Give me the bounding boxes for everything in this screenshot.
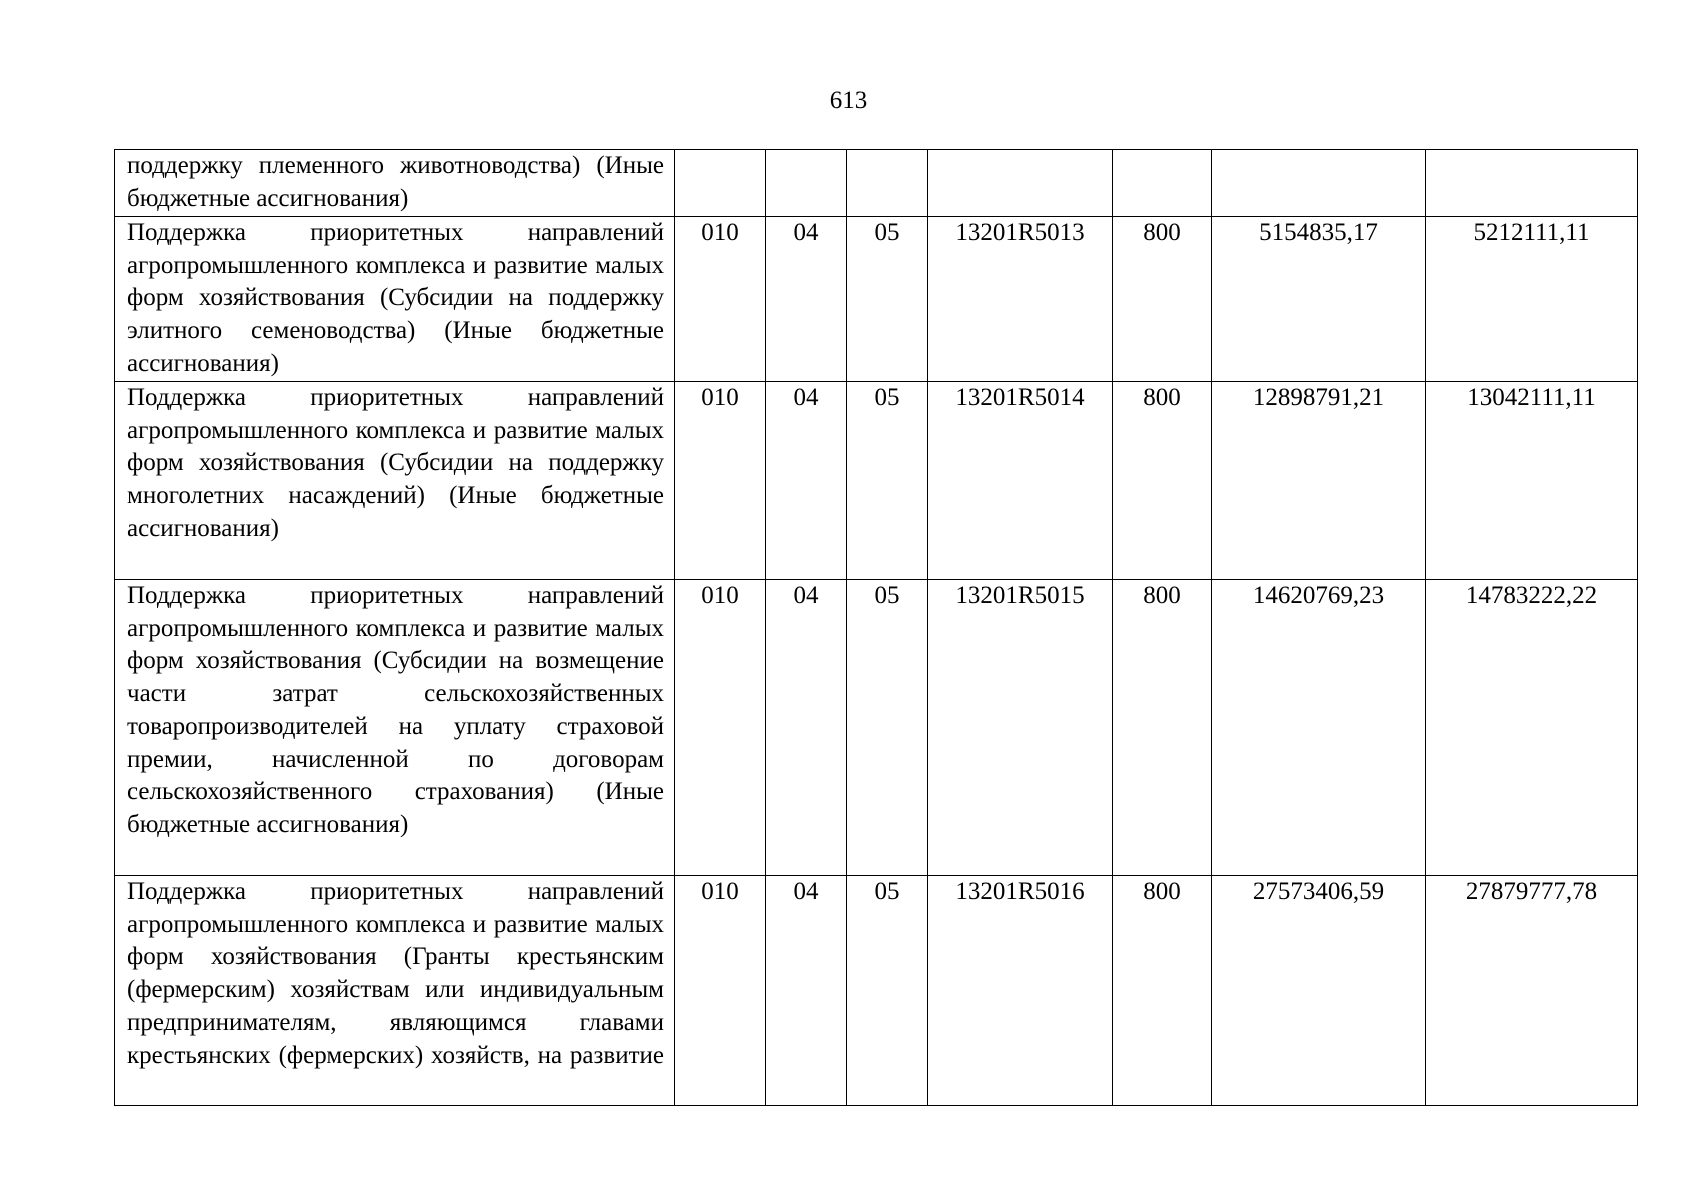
amount-year2-cell: 27879777,78 (1426, 876, 1638, 1106)
ministry-code-cell: 010 (675, 217, 766, 382)
ministry-code-cell: 010 (675, 876, 766, 1106)
subsection-code-cell (847, 150, 928, 217)
subsection-code-cell: 05 (847, 580, 928, 876)
target-article-cell: 13201R5013 (928, 217, 1113, 382)
table-row (115, 382, 1638, 580)
row-description: поддержку племенного животноводства) (Иные бюджетные ассигнования) (115, 150, 675, 217)
expense-type-cell: 800 (1113, 580, 1212, 876)
row-description: Поддержка приоритетных направлений агропромышленного комплекса и развитие малых форм хозяйствования (Субсидии на возмещение части затрат сельскохозяйственных товаропроизводителей на уплату страховой премии, начисленной по договорам сельскохозяйственного страхования) (Иные бюджетные ассигнования) (115, 580, 675, 876)
row-description: Поддержка приоритетных направлений агропромышленного комплекса и развитие малых форм хозяйствования (Субсидии на поддержку элитного семеноводства) (Иные бюджетные ассигнования) (115, 217, 675, 382)
amount-year1-cell: 27573406,59 (1212, 876, 1426, 1106)
table-row (115, 217, 1638, 382)
subsection-code-cell: 05 (847, 382, 928, 580)
subsection-code-cell: 05 (847, 217, 928, 382)
amount-year2-cell: 14783222,22 (1426, 580, 1638, 876)
row-description: Поддержка приоритетных направлений агропромышленного комплекса и развитие малых форм хозяйствования (Субсидии на поддержку многолетних насаждений) (Иные бюджетные ассигнования) (115, 382, 675, 580)
target-article-cell (928, 150, 1113, 217)
target-article-cell: 13201R5016 (928, 876, 1113, 1106)
target-article-cell: 13201R5014 (928, 382, 1113, 580)
subsection-code-cell: 05 (847, 876, 928, 1106)
row-description: Поддержка приоритетных направлений агропромышленного комплекса и развитие малых форм хозяйствования (Гранты крестьянским (фермерским) хозяйствам или индивидуальным предпринимателям, являющимся главами крестьянских (фермерских) хозяйств, на развитие (115, 876, 675, 1106)
amount-year2-cell: 5212111,11 (1426, 217, 1638, 382)
ministry-code-cell: 010 (675, 580, 766, 876)
expense-type-cell: 800 (1113, 382, 1212, 580)
expense-type-cell: 800 (1113, 876, 1212, 1106)
amount-year1-cell: 12898791,21 (1212, 382, 1426, 580)
amount-year1-cell: 5154835,17 (1212, 217, 1426, 382)
expense-type-cell: 800 (1113, 217, 1212, 382)
ministry-code-cell (675, 150, 766, 217)
table-row (115, 876, 1638, 1106)
amount-year2-cell (1426, 150, 1638, 217)
section-code-cell: 04 (766, 876, 847, 1106)
ministry-code-cell: 010 (675, 382, 766, 580)
page-number: 613 (829, 87, 868, 114)
section-code-cell (766, 150, 847, 217)
budget-table (114, 149, 1638, 1106)
amount-year1-cell: 14620769,23 (1212, 580, 1426, 876)
expense-type-cell (1113, 150, 1212, 217)
target-article-cell: 13201R5015 (928, 580, 1113, 876)
section-code-cell: 04 (766, 580, 847, 876)
amount-year2-cell: 13042111,11 (1426, 382, 1638, 580)
section-code-cell: 04 (766, 217, 847, 382)
section-code-cell: 04 (766, 382, 847, 580)
table-row (115, 150, 1638, 217)
table-row (115, 580, 1638, 876)
amount-year1-cell (1212, 150, 1426, 217)
